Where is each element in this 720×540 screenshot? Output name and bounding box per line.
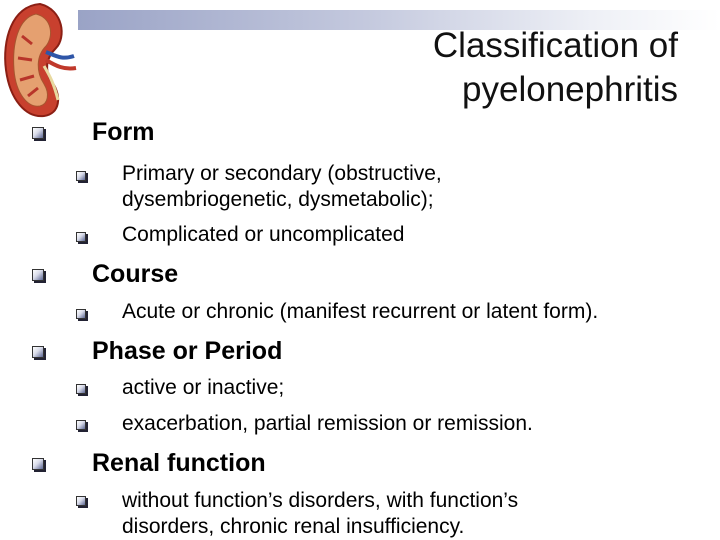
square-bullet-icon — [76, 384, 86, 394]
list-item-text: exacerbation, partial remission or remission. — [122, 412, 533, 435]
list-item-text: Complicated or uncomplicated — [122, 223, 405, 246]
square-bullet-icon — [32, 127, 44, 139]
slide-title — [258, 24, 678, 112]
square-bullet-icon — [76, 171, 86, 181]
square-bullet-icon — [76, 420, 86, 430]
slide-title-line-2: pyelonephritis — [462, 70, 678, 109]
list-item-text: disorders, chronic renal insufficiency. — [122, 515, 465, 538]
list-item-text: without function’s disorders, with function’s — [122, 489, 519, 512]
list-item-text: active or inactive; — [122, 376, 285, 399]
section-heading: Renal function — [92, 449, 266, 477]
list-item-text: dysembriogenetic, dysmetabolic); — [122, 188, 434, 211]
list-item-text: Acute or chronic (manifest recurrent or latent form). — [122, 300, 599, 323]
square-bullet-icon — [32, 269, 44, 281]
square-bullet-icon — [76, 496, 86, 506]
section-heading: Phase or Period — [92, 337, 283, 365]
square-bullet-icon — [32, 346, 44, 358]
square-bullet-icon — [76, 309, 86, 319]
list-item-text: Primary or secondary (obstructive, — [122, 162, 442, 185]
square-bullet-icon — [76, 232, 86, 242]
section-heading: Course — [92, 260, 179, 288]
slide-title-line-1: Classification of — [432, 26, 678, 65]
kidney-illustration — [0, 0, 80, 122]
section-heading: Form — [92, 118, 155, 146]
square-bullet-icon — [32, 458, 44, 470]
